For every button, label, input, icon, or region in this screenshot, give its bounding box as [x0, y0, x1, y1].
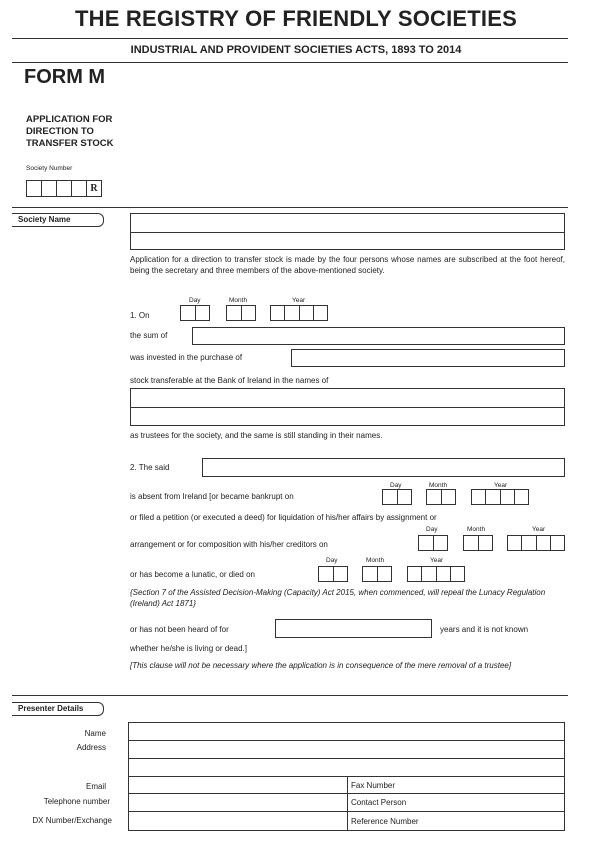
sum-label: the sum of: [130, 331, 168, 340]
date3-day-label: Day: [426, 526, 438, 533]
date2-day-field[interactable]: [382, 489, 412, 505]
date4-month-label: Month: [366, 557, 385, 564]
date3-month-label: Month: [467, 526, 486, 533]
address-field-2[interactable]: [128, 758, 565, 777]
subtitle-rule: [12, 62, 568, 63]
on-label: 1. On: [130, 311, 150, 320]
email-field[interactable]: [128, 776, 348, 794]
date2-month-field[interactable]: [426, 489, 456, 505]
date4-year-label: Year: [430, 557, 444, 564]
names-field-1[interactable]: [130, 388, 565, 408]
date1-day-field[interactable]: [180, 305, 210, 321]
presenter-divider: [12, 695, 568, 696]
invested-label: was invested in the purchase of: [130, 353, 243, 362]
name-label: Name: [84, 729, 106, 738]
application-intro: Application for a direction to transfer stock is made by the four persons whose names are subscribed at the foot hereof, being the secretary and three members of the above-mentioned society.: [130, 255, 565, 275]
date2-month-label: Month: [429, 482, 448, 489]
absent-label: is absent from Ireland [or became bankrupt on: [130, 492, 294, 501]
sum-field[interactable]: [192, 327, 565, 345]
clause-note: [This clause will not be necessary where the application is in consequence of the mere removal of a trustee]: [130, 661, 512, 670]
contact-person-label: Contact Person: [351, 798, 407, 807]
society-number-field[interactable]: [26, 180, 102, 197]
stock-label: stock transferable at the Bank of Ireland in the names of: [130, 376, 329, 385]
date3-year-field[interactable]: [507, 535, 565, 551]
society-number-label: Society Number: [26, 165, 73, 172]
date2-day-label: Day: [390, 482, 402, 489]
application-title: APPLICATION FOR DIRECTION TO TRANSFER STOCK: [26, 114, 114, 149]
presenter-details-tab: Presenter Details: [12, 702, 104, 716]
fax-field[interactable]: [347, 776, 565, 794]
trustees-label: as trustees for the society, and the same is still standing in their names.: [130, 431, 383, 440]
date2-year-label: Year: [494, 482, 508, 489]
said-label: 2. The said: [130, 463, 170, 472]
reference-number-label: Reference Number: [351, 817, 419, 826]
arrangement-label: arrangement or for composition with his/her creditors on: [130, 540, 328, 549]
date4-day-label: Day: [326, 557, 338, 564]
society-number-suffix: R: [90, 183, 98, 194]
petition-label: or filed a petition (or executed a deed) for liquidation of his/her affairs by assignment or: [130, 513, 437, 522]
email-label: Email: [85, 782, 106, 791]
date4-year-field[interactable]: [407, 566, 465, 582]
date1-month-label: Month: [229, 297, 248, 304]
form-name: FORM M: [24, 66, 106, 88]
telephone-field[interactable]: [128, 793, 348, 812]
date3-day-field[interactable]: [418, 535, 448, 551]
address-label: Address: [76, 743, 106, 752]
reference-number-field[interactable]: [347, 811, 565, 831]
dx-field[interactable]: [128, 811, 348, 831]
society-name-tab: Society Name: [12, 213, 104, 227]
society-name-field-1[interactable]: [130, 213, 565, 233]
fax-label: Fax Number: [351, 781, 396, 790]
years-not-heard-field[interactable]: [275, 619, 432, 638]
date3-month-field[interactable]: [463, 535, 493, 551]
society-name-field-2[interactable]: [130, 232, 565, 250]
telephone-label: Telephone number: [43, 797, 110, 806]
date1-month-field[interactable]: [226, 305, 256, 321]
lunatic-label: or has become a lunatic, or died on: [130, 570, 255, 579]
address-field-1[interactable]: [128, 740, 565, 759]
date4-day-field[interactable]: [318, 566, 348, 582]
not-heard-label: or has not been heard of for: [130, 625, 229, 634]
names-field-2[interactable]: [130, 407, 565, 426]
contact-person-field[interactable]: [347, 793, 565, 812]
date1-year-field[interactable]: [270, 305, 328, 321]
whether-label: whether he/she is living or dead.]: [130, 644, 247, 653]
date1-day-label: Day: [189, 297, 201, 304]
registry-title: THE REGISTRY OF FRIENDLY SOCIETIES: [75, 6, 517, 31]
dx-label: DX Number/Exchange: [32, 816, 112, 825]
header-divider: [12, 207, 568, 208]
said-field[interactable]: [202, 458, 565, 477]
date3-year-label: Year: [532, 526, 546, 533]
date4-month-field[interactable]: [362, 566, 392, 582]
invested-field[interactable]: [291, 349, 565, 367]
section7-note: {Section 7 of the Assisted Decision-Making (Capacity) Act 2015, when commenced, will repeal the Lunacy Regulation (Ireland) Act 1871}: [130, 588, 546, 608]
title-rule: [12, 38, 568, 39]
name-field[interactable]: [128, 722, 565, 741]
date2-year-field[interactable]: [471, 489, 529, 505]
years-label: years and it is not known: [440, 625, 529, 634]
date1-year-label: Year: [292, 297, 306, 304]
acts-subtitle: INDUSTRIAL AND PROVIDENT SOCIETIES ACTS, 1893 TO 2014: [130, 44, 462, 56]
